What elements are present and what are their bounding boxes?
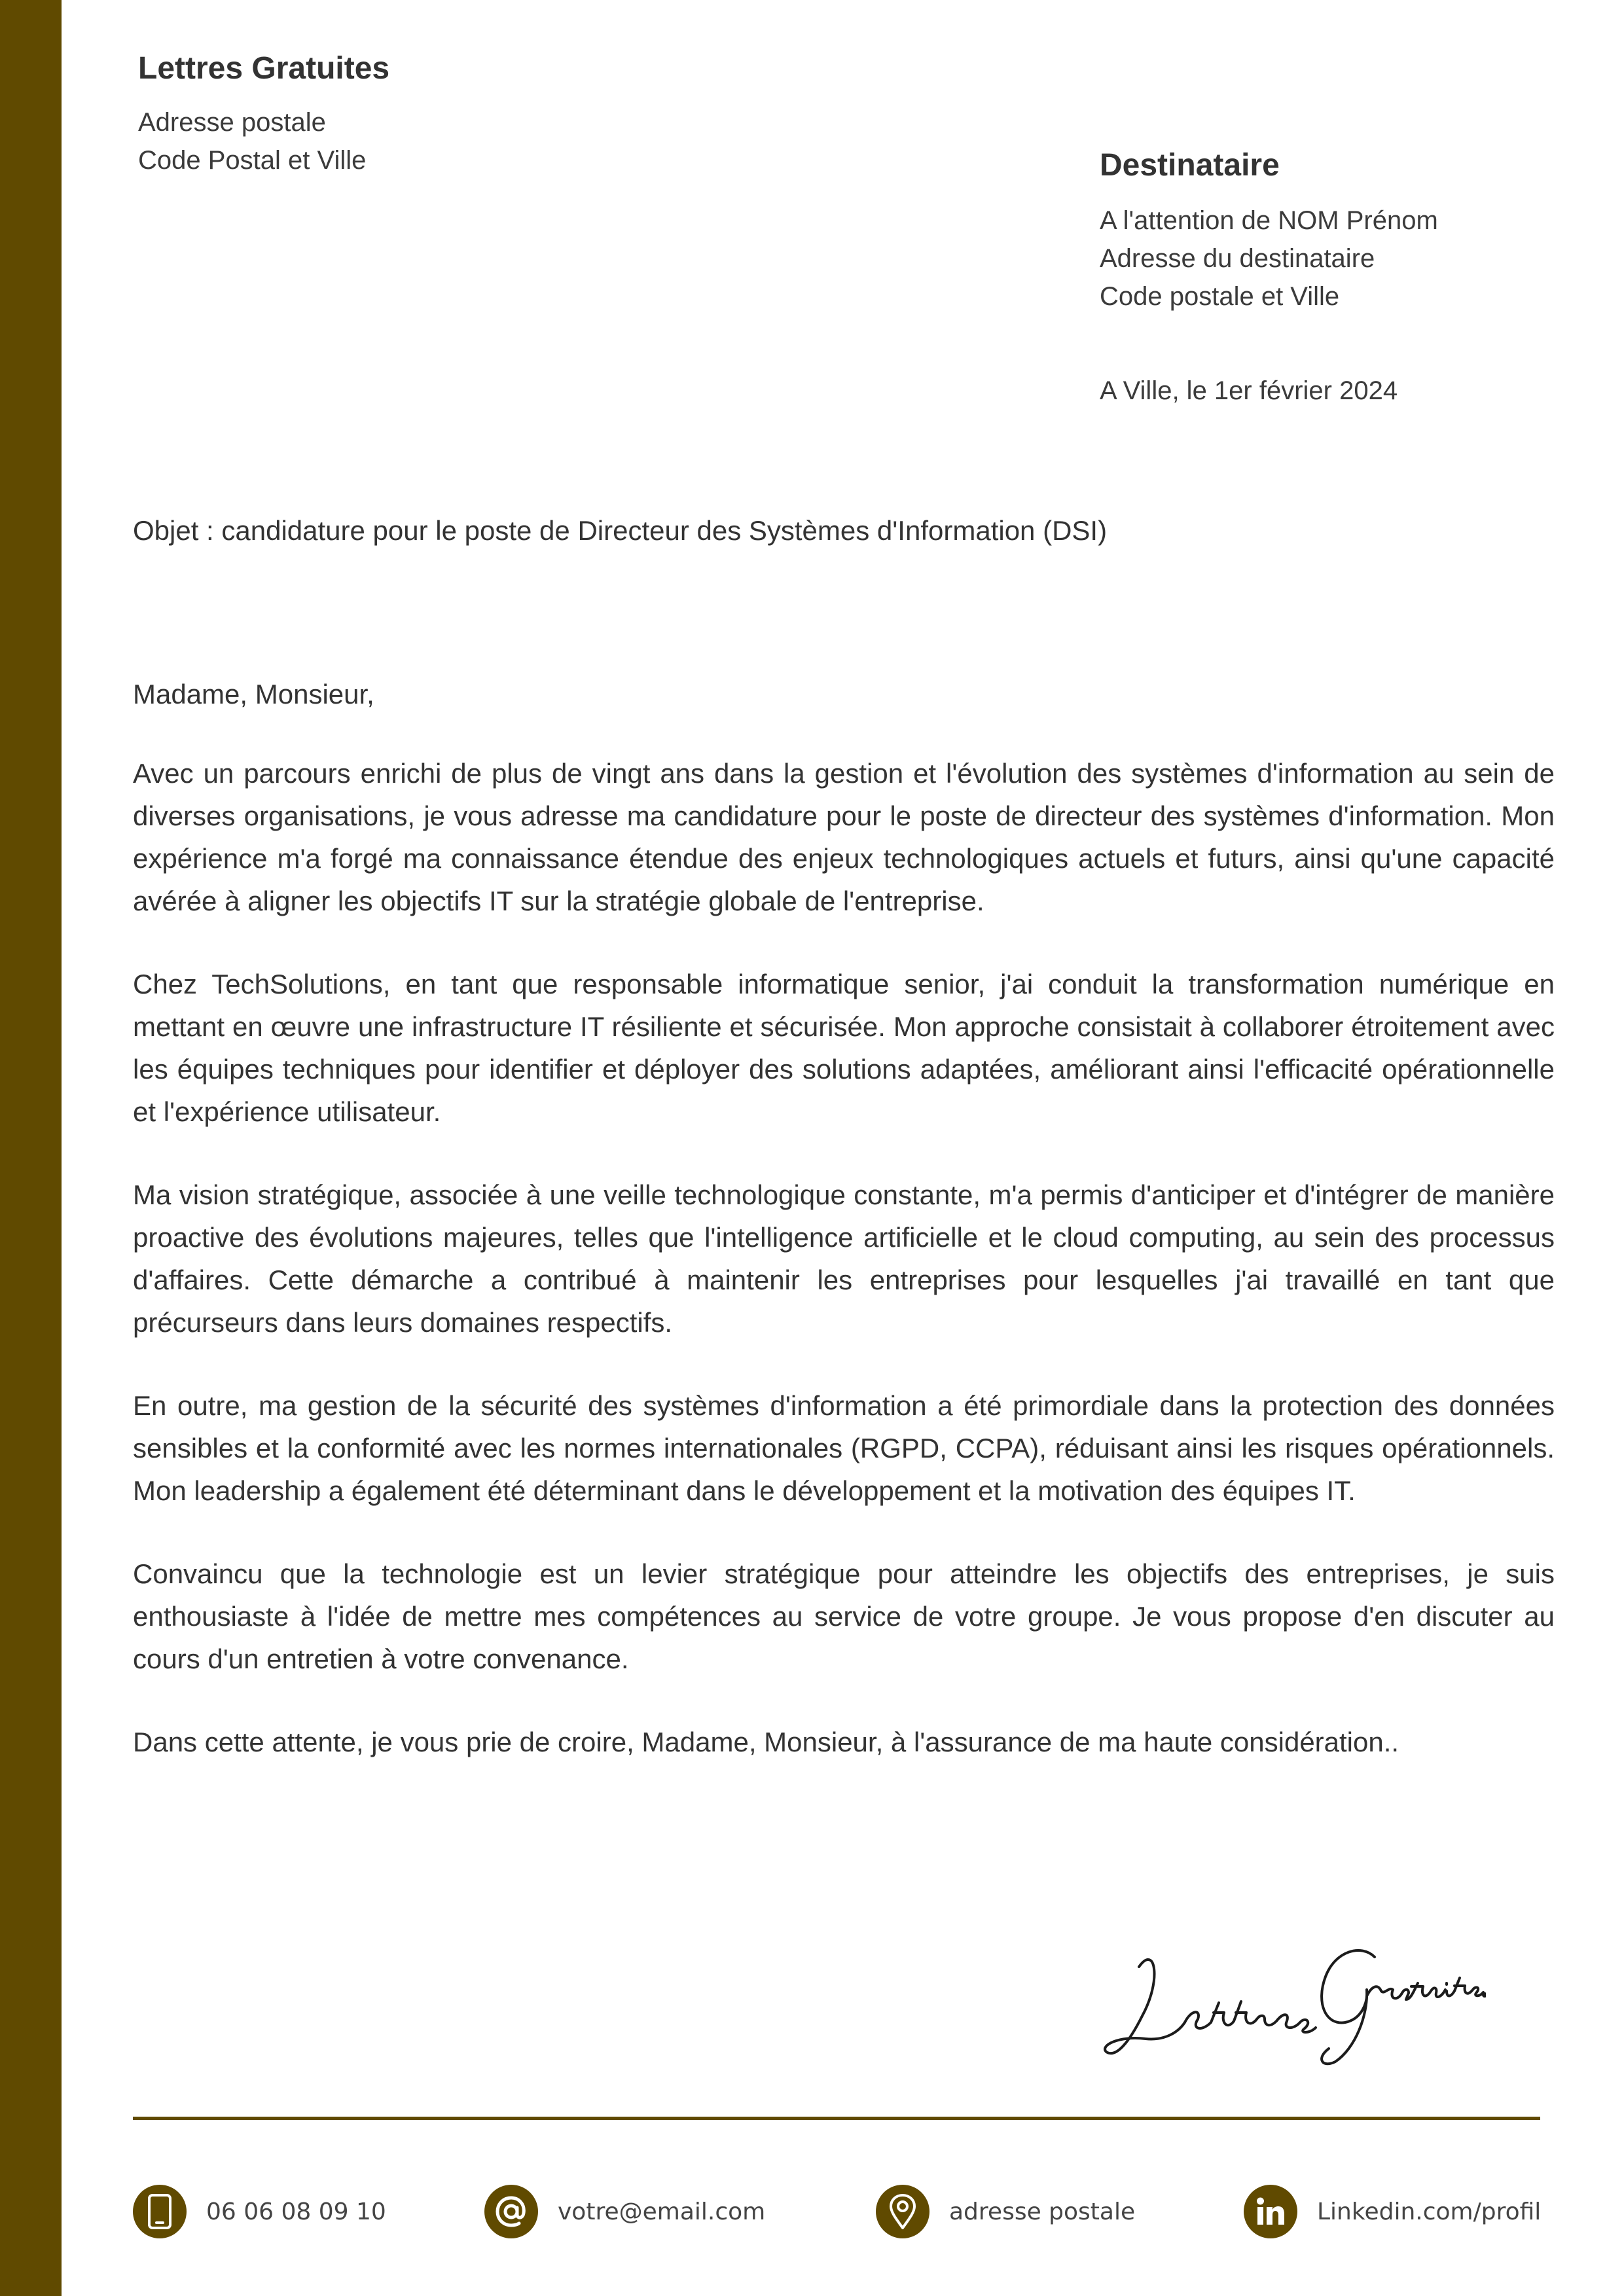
body-paragraph: En outre, ma gestion de la sécurité des systèmes d'information a été primordiale dans la protection des données sensibles et la conformité avec les normes internationales (RGPD, CCPA), réduisant ainsi les risques opérationnels. Mon leadership a également été déterminant dans le développement et la motivation des équipes IT. — [133, 1390, 1555, 1506]
linkedin-link[interactable]: Linkedin.com/profil — [1317, 2198, 1542, 2225]
location-pin-icon — [876, 2185, 929, 2238]
phone-icon — [133, 2185, 187, 2238]
recipient-city-line: Code postale et Ville — [1100, 282, 1340, 311]
at-sign-icon — [484, 2185, 538, 2238]
body-paragraph: Ma vision stratégique, associée à une veille technologique constante, m'a permis d'anticiper et d'intégrer de manière proactive des évolutions majeures, telles que l'intelligence artificielle et le cloud computing, au sein des processus d'affaires. Cette démarche a contribué à maintenir les entreprises pour lesquelles j'ai travaillé en tant que précurseurs dans leurs domaines respectifs. — [133, 1179, 1555, 1338]
email-address[interactable]: votre@email.com — [558, 2198, 766, 2225]
sender-address-line: Adresse postale — [138, 108, 326, 137]
linkedin-icon — [1244, 2185, 1297, 2238]
recipient-title: Destinataire — [1100, 148, 1280, 183]
letter-body — [133, 673, 1555, 1763]
postal-address: adresse postale — [949, 2198, 1136, 2225]
footer-contact-address — [876, 2183, 1135, 2240]
body-paragraph: Avec un parcours enrichi de plus de vingt ans dans la gestion et l'évolution des systèmes d'information au sein de diverses organisations, je vous adresse ma candidature pour le poste de directeur des systèmes d'information. Mon expérience m'a forgé ma connaissance étendue des enjeux technologiques actuels et futurs, ainsi qu'une capacité avérée à aligner les objectifs IT sur la stratégie globale de l'entreprise. — [133, 758, 1555, 916]
handwritten-signature — [1093, 1918, 1486, 2075]
recipient-block — [1100, 143, 1558, 315]
recipient-attention-line: A l'attention de NOM Prénom — [1100, 206, 1438, 235]
phone-number[interactable]: 06 06 08 09 10 — [206, 2198, 386, 2225]
sender-name: Lettres Gratuites — [138, 51, 390, 86]
subject-line: Objet : candidature pour le poste de Directeur des Systèmes d'Information (DSI) — [133, 515, 1108, 546]
body-paragraph: Chez TechSolutions, en tant que responsable informatique senior, j'ai conduit la transformation numérique en mettant en œuvre une infrastructure IT résiliente et sécurisée. Mon approche consistait à collaborer étroitement avec les équipes techniques pour identifier et déployer des solutions adaptées, améliorant ainsi l'efficacité opérationnelle et l'expérience utilisateur. — [133, 969, 1555, 1127]
footer-contact-linkedin — [1244, 2183, 1541, 2240]
body-paragraph: Convaincu que la technologie est un levier stratégique pour atteindre les objectifs des entreprises, je suis enthousiaste à l'idée de mettre mes compétences au service de votre groupe. Je vous propose d'en discuter au cours d'un entretien à votre convenance. — [133, 1558, 1555, 1674]
sender-address — [138, 103, 727, 179]
date-line: A Ville, le 1er février 2024 — [1100, 376, 1398, 405]
footer-divider — [133, 2117, 1540, 2120]
sender-block — [138, 46, 727, 179]
recipient-address-line: Adresse du destinataire — [1100, 244, 1375, 273]
footer-contact-email — [484, 2183, 765, 2240]
salutation: Madame, Monsieur, — [133, 679, 374, 709]
closing-formula: Dans cette attente, je vous prie de croire, Madame, Monsieur, à l'assurance de ma haute considération.. — [133, 1727, 1399, 1757]
recipient-address — [1100, 202, 1558, 315]
side-accent-bar — [0, 0, 62, 2296]
sender-city-line: Code Postal et Ville — [138, 146, 367, 175]
footer-contact-phone — [133, 2183, 386, 2240]
